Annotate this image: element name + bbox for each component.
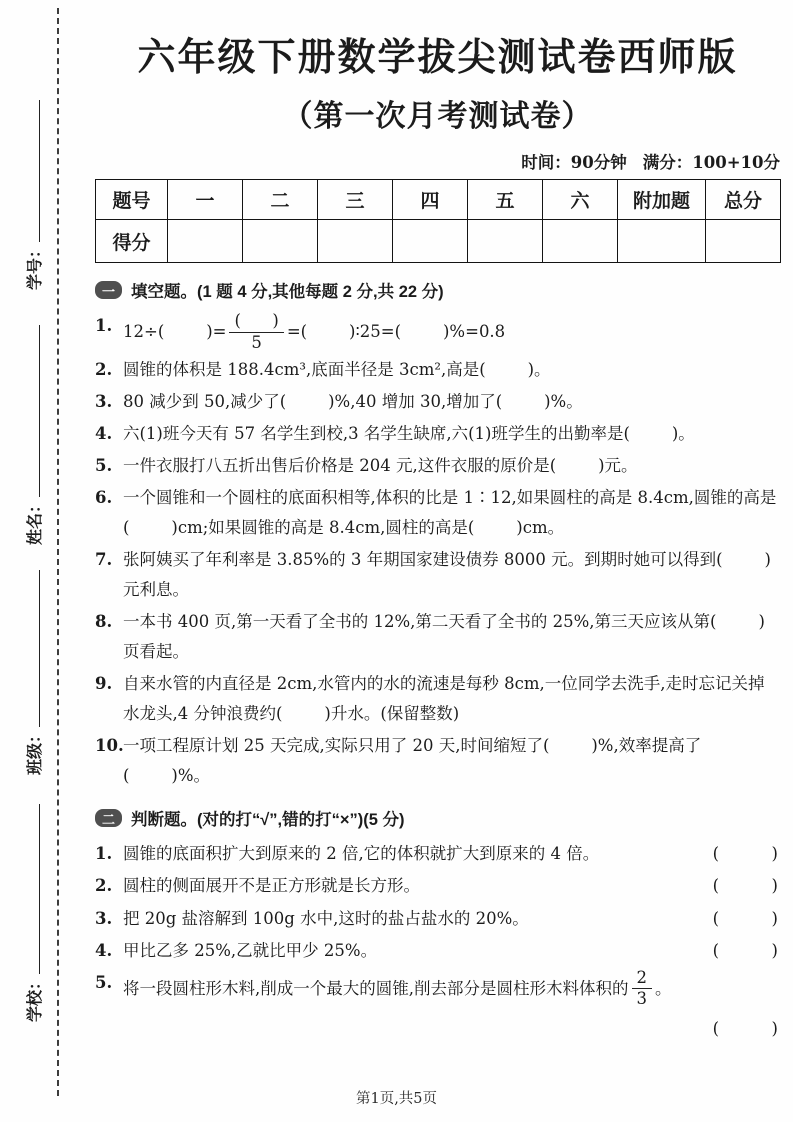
question-text: 一件衣服打八五折出售后价格是 204 元,这件衣服的原价是( )元。 xyxy=(123,456,638,476)
question-text: 80 减少到 50,减少了( )%,40 增加 30,增加了( )%。 xyxy=(123,392,583,412)
sidebar-field-student-id xyxy=(24,100,46,290)
exam-full-score: 满分：100+10分 xyxy=(642,153,780,172)
class-label: 班级： xyxy=(27,726,44,775)
fill-blank-question xyxy=(95,451,780,481)
question-text xyxy=(123,968,780,1044)
question-number: 8. xyxy=(95,612,113,632)
student-id-write-line xyxy=(24,100,40,242)
name-label: 姓名： xyxy=(27,496,44,545)
header-cell-part-6: 六 xyxy=(543,180,618,220)
name-write-line xyxy=(24,325,40,497)
answer-bracket: ( ) xyxy=(712,1018,778,1038)
score-cell xyxy=(168,220,243,263)
question-number: 4. xyxy=(95,424,113,444)
exam-time: 时间：90分钟 xyxy=(521,153,627,172)
exam-page xyxy=(95,0,780,1046)
question-number: 1. xyxy=(95,316,113,335)
judgement-question xyxy=(95,936,780,966)
score-cell xyxy=(706,220,781,263)
question-number: 1. xyxy=(95,844,113,864)
question-number: 4. xyxy=(95,940,113,960)
question-text: 甲比乙多 25%,乙就比甲少 25%。 xyxy=(123,940,378,960)
score-cell xyxy=(468,220,543,263)
fraction-numerator: 2 xyxy=(632,968,653,990)
section-two-title: 判断题。(对的打“√”,错的打“×”)(5 分) xyxy=(131,811,405,830)
exam-meta xyxy=(95,149,780,173)
question-number: 7. xyxy=(95,550,113,570)
question-number: 2. xyxy=(95,360,113,380)
header-cell-bonus: 附加题 xyxy=(618,180,706,220)
answer-bracket: ( ) xyxy=(712,940,778,960)
section-one-badge: 一 xyxy=(95,281,122,299)
question-text: 张阿姨买了年利率是 3.85%的 3 年期国家建设债券 8000 元。到期时她可以得到( )元利息。 xyxy=(123,550,771,600)
judgement-question xyxy=(95,904,780,934)
question-number: 10. xyxy=(95,736,124,756)
answer-bracket: ( ) xyxy=(712,876,778,896)
section-one-questions xyxy=(95,311,780,791)
student-id-label: 学号： xyxy=(27,241,44,290)
equation-segment: =( )∶25=( )%=0.8 xyxy=(286,322,506,342)
header-cell-question-no: 题号 xyxy=(96,180,168,220)
header-cell-part-1: 一 xyxy=(168,180,243,220)
question-text xyxy=(123,311,780,353)
answer-bracket: ( ) xyxy=(712,844,778,864)
section-one-header xyxy=(95,278,780,302)
header-cell-total: 总分 xyxy=(706,180,781,220)
question-text: 一项工程原计划 25 天完成,实际只用了 20 天,时间缩短了( )%,效率提高了( )%。 xyxy=(123,736,702,786)
fill-blank-question xyxy=(95,545,780,605)
question-number: 5. xyxy=(95,456,113,476)
class-write-line xyxy=(24,570,40,727)
score-table xyxy=(95,179,781,263)
question-number: 5. xyxy=(95,972,113,992)
two-thirds-fraction xyxy=(632,968,653,1010)
section-two-badge: 二 xyxy=(95,809,122,827)
score-row-label: 得分 xyxy=(96,220,168,263)
score-table-score-row xyxy=(96,220,781,263)
question-number: 9. xyxy=(95,674,113,694)
question-number: 3. xyxy=(95,392,113,412)
sidebar-field-class xyxy=(24,570,46,775)
answer-bracket-line xyxy=(123,1014,780,1044)
school-label: 学校： xyxy=(27,973,44,1022)
judgement-question xyxy=(95,871,780,901)
fill-blank-question xyxy=(95,669,780,729)
section-two-questions xyxy=(95,839,780,1043)
blank-fraction xyxy=(229,311,283,353)
page-title: 六年级下册数学拔尖测试卷西师版 xyxy=(137,34,738,79)
question-text: 一本书 400 页,第一天看了全书的 12%,第二天看了全书的 25%,第三天应该从第( )页看起。 xyxy=(123,612,765,662)
fill-blank-question xyxy=(95,731,780,791)
question-text: 一个圆锥和一个圆柱的底面积相等,体积的比是 1∶12,如果圆柱的高是 8.4cm,圆锥的高是( )cm;如果圆锥的高是 8.4cm,圆柱的高是( )cm。 xyxy=(123,488,777,538)
sidebar-field-name xyxy=(24,325,46,545)
header-cell-part-5: 五 xyxy=(468,180,543,220)
question-number: 3. xyxy=(95,908,113,928)
answer-bracket: ( ) xyxy=(712,908,778,928)
header-cell-part-4: 四 xyxy=(393,180,468,220)
fill-blank-question xyxy=(95,311,780,353)
question-text: 圆锥的底面积扩大到原来的 2 倍,它的体积就扩大到原来的 4 倍。 xyxy=(123,844,600,864)
fill-blank-question xyxy=(95,419,780,449)
score-cell xyxy=(243,220,318,263)
sidebar-field-school xyxy=(24,804,46,1022)
sidebar-dashed-divider xyxy=(57,8,59,1096)
score-cell xyxy=(543,220,618,263)
school-write-line xyxy=(24,804,40,974)
page-footer: 第1页,共5页 xyxy=(355,1091,438,1107)
fill-blank-question xyxy=(95,483,780,543)
fraction-denominator: 3 xyxy=(636,989,647,1009)
page-subtitle: （第一次月考测试卷） xyxy=(282,99,593,134)
question-text-line xyxy=(123,968,780,1010)
fraction-numerator: ( ) xyxy=(229,311,283,333)
judgement-question xyxy=(95,968,780,1044)
question-text-segment: 将一段圆柱形木料,削成一个最大的圆锥,削去部分是圆柱形木料体积的 xyxy=(123,978,629,998)
question-text: 六(1)班今天有 57 名学生到校,3 名学生缺席,六(1)班学生的出勤率是( )。 xyxy=(123,424,695,444)
score-table-header-row xyxy=(96,180,781,220)
score-cell xyxy=(618,220,706,263)
fill-blank-question xyxy=(95,607,780,667)
question-text-segment: 。 xyxy=(655,978,672,998)
header-cell-part-3: 三 xyxy=(318,180,393,220)
header-cell-part-2: 二 xyxy=(243,180,318,220)
question-text: 圆锥的体积是 188.4cm³,底面半径是 3cm²,高是( )。 xyxy=(123,360,551,380)
question-text: 把 20g 盐溶解到 100g 水中,这时的盐占盐水的 20%。 xyxy=(123,908,529,928)
section-one-title: 填空题。(1 题 4 分,其他每题 2 分,共 22 分) xyxy=(131,283,444,301)
question-text: 圆柱的侧面展开不是正方形就是长方形。 xyxy=(123,876,420,896)
score-cell xyxy=(318,220,393,263)
question-number: 2. xyxy=(95,876,113,896)
score-cell xyxy=(393,220,468,263)
fill-blank-question xyxy=(95,387,780,417)
judgement-question xyxy=(95,839,780,869)
section-two-header xyxy=(95,806,780,830)
question-text: 自来水管的内直径是 2cm,水管内的水的流速是每秒 8cm,一位同学去洗手,走时忘记关掉水龙头,4 分钟浪费约( )升水。(保留整数) xyxy=(123,674,765,724)
fill-blank-question xyxy=(95,355,780,385)
fraction-denominator: 5 xyxy=(251,332,262,352)
question-number: 6. xyxy=(95,488,113,508)
equation-segment: 12÷( )= xyxy=(123,322,227,342)
